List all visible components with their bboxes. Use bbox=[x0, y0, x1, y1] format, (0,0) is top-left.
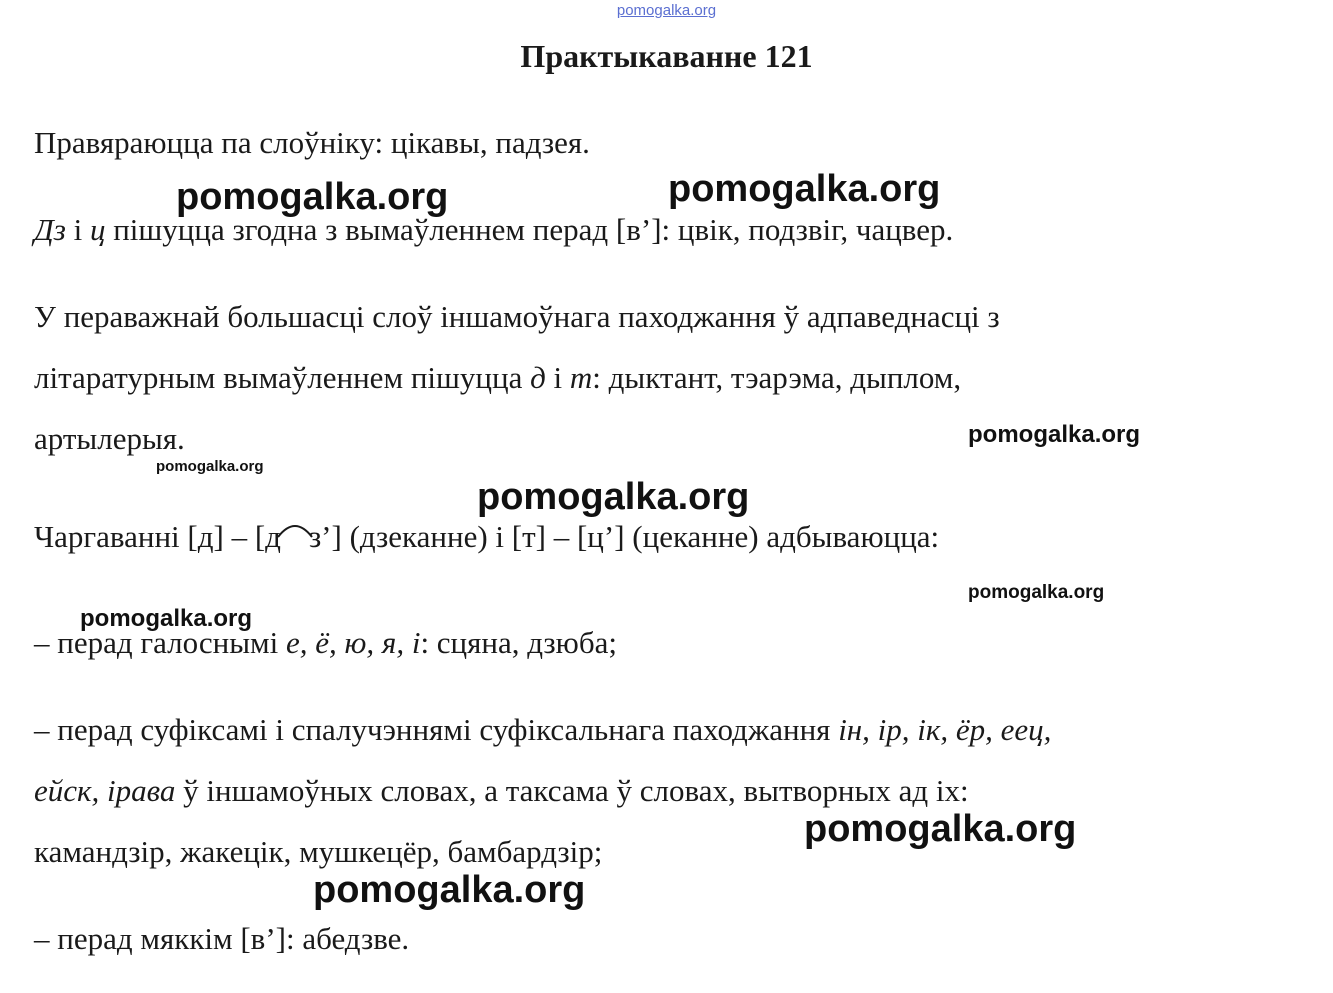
paragraph-before-suffixes-line2 bbox=[34, 772, 969, 809]
rule-text: пішуцца згодна з вымаўленнем перад [в’]: цвік, подзвіг, чацвер. bbox=[105, 212, 954, 247]
paragraph-before-soft-v: – перад мяккім [в’]: абедзве. bbox=[34, 921, 410, 956]
alternation-text-a: Чаргаванні [д] – [д bbox=[34, 519, 281, 554]
watermark: pomogalka.org bbox=[477, 476, 750, 518]
suffix-list: ейск, ірава bbox=[34, 773, 176, 808]
dz-letters: Дз bbox=[34, 212, 66, 247]
paragraph-before-suffixes-line1 bbox=[34, 711, 1051, 748]
watermark: pomogalka.org bbox=[668, 168, 941, 210]
watermark: pomogalka.org bbox=[176, 176, 449, 218]
suffix-list: ін, ір, ік, ёр, еец, bbox=[838, 712, 1052, 747]
watermark: pomogalka.org bbox=[968, 421, 1141, 448]
alternation-text-b: з’] (дзеканне) і [т] – [ц’] (цеканне) адбываюцца: bbox=[308, 519, 940, 554]
rule-text: – перад галоснымі bbox=[34, 625, 287, 660]
examples: : дыктант, тэарэма, дыплом, bbox=[592, 360, 962, 395]
paragraph-before-suffixes-line3: камандзір, жакецік, мушкецёр, бамбардзір; bbox=[34, 834, 603, 869]
letter-t: т bbox=[569, 360, 593, 395]
conjunction: і bbox=[65, 212, 90, 247]
ts-letter: ц bbox=[89, 212, 106, 247]
watermark: pomogalka.org bbox=[313, 869, 586, 911]
site-link[interactable]: pomogalka.org bbox=[616, 2, 717, 19]
watermark: pomogalka.org bbox=[80, 605, 253, 632]
paragraph-foreign-words-line3: артылерыя. bbox=[34, 421, 185, 456]
rule-text: – перад суфіксамі і спалучэннямі суфіксальнага паходжання bbox=[34, 712, 839, 747]
paragraph-dz-ts-rule bbox=[34, 211, 953, 248]
conjunction: і bbox=[545, 360, 570, 395]
letter-d: д bbox=[530, 360, 546, 395]
paragraph-foreign-words-line1: У пераважнай большасці слоў іншамоўнага паходжання ў адпаведнасці з bbox=[34, 299, 1000, 334]
watermark: pomogalka.org bbox=[156, 458, 264, 475]
paragraph-alternations bbox=[34, 518, 939, 555]
page-title: Практыкаванне 121 bbox=[520, 38, 813, 74]
watermark: pomogalka.org bbox=[968, 582, 1105, 603]
paragraph-foreign-words-line2 bbox=[34, 359, 961, 396]
watermark: pomogalka.org bbox=[804, 808, 1077, 850]
paragraph-dictionary-words: Правяраюцца па слоўніку: цікавы, падзея. bbox=[34, 125, 590, 160]
rule-text: літаратурным вымаўленнем пішуцца bbox=[34, 360, 531, 395]
vowel-list: е, ё, ю, я, і bbox=[286, 625, 421, 660]
examples: : сцяна, дзюба; bbox=[420, 625, 617, 660]
rule-text: ў іншамоўных словах, а таксама ў словах, вытворных ад іх: bbox=[175, 773, 969, 808]
